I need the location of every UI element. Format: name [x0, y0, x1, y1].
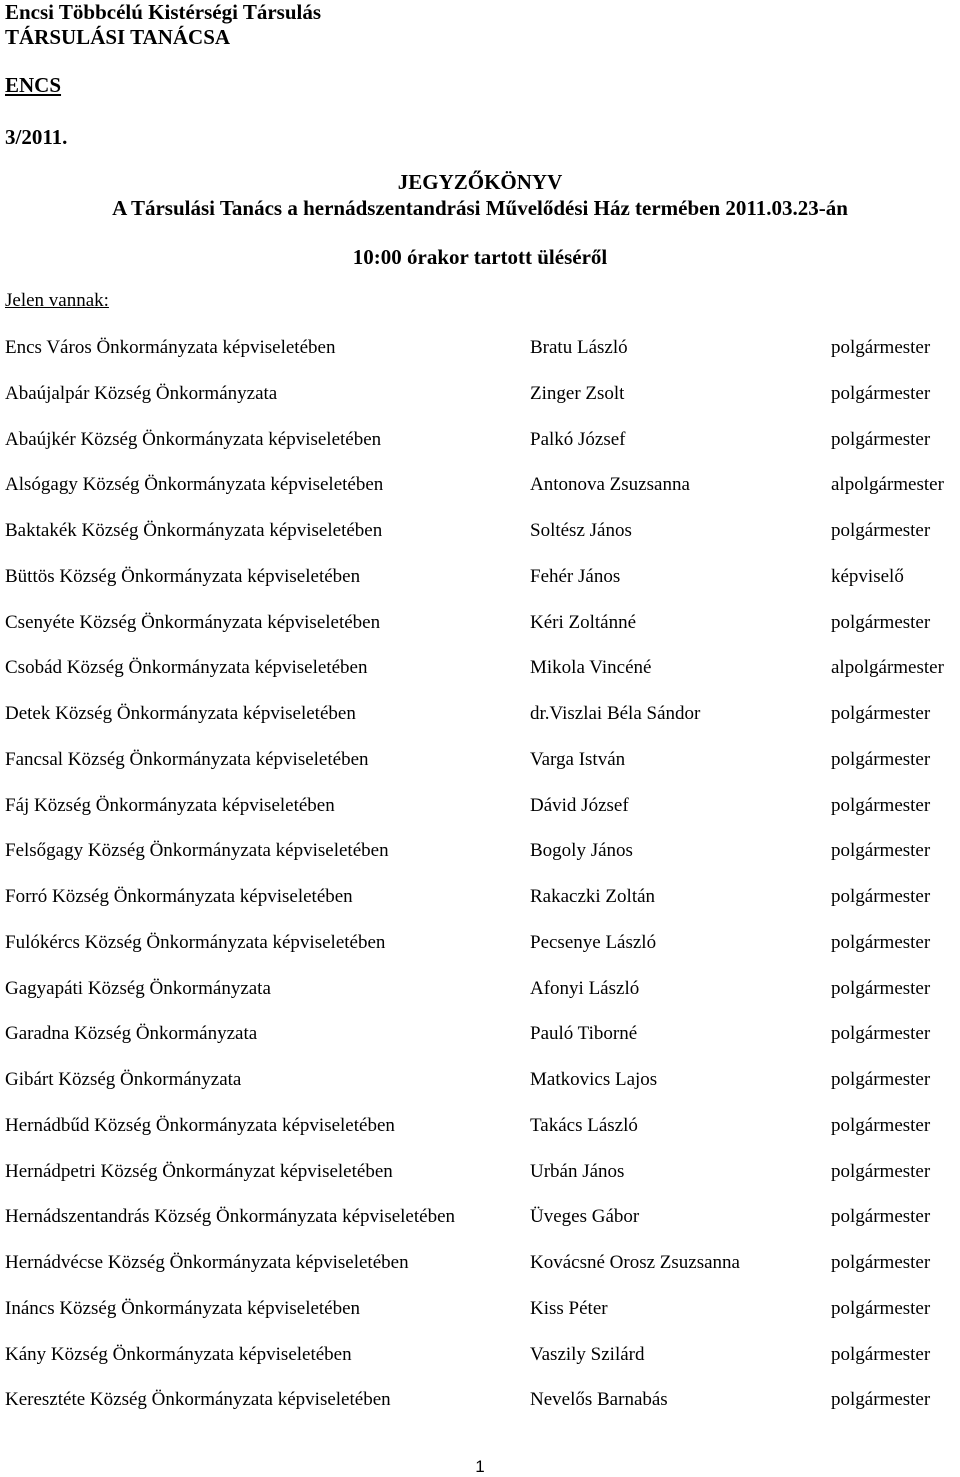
attendee-row — [0, 337, 960, 383]
attendee-role: polgármester — [831, 840, 931, 862]
attendee-row — [0, 474, 960, 520]
attendee-row — [0, 1206, 960, 1252]
attendee-role: képviselő — [831, 565, 904, 587]
attendee-role: polgármester — [831, 1252, 931, 1273]
attendee-organization: Hernádbűd Község Önkormányzata képviseletében — [5, 1114, 395, 1136]
attendee-name: Bogoly János — [530, 840, 633, 862]
attendee-role: polgármester — [831, 886, 931, 907]
attendee-organization: Hernádpetri Község Önkormányzat képviseletében — [5, 1160, 393, 1182]
attendee-row — [0, 1069, 960, 1115]
attendee-role: polgármester — [831, 1114, 931, 1136]
attendee-role: polgármester — [831, 748, 931, 770]
attendee-row — [0, 1298, 960, 1344]
attendee-role: polgármester — [831, 1343, 931, 1365]
meeting-time: 10:00 órakor tartott üléséről — [352, 245, 608, 269]
attendee-list — [0, 337, 960, 1435]
attendee-row — [0, 749, 960, 795]
present-label: Jelen vannak: — [5, 290, 109, 311]
meeting-description: A Társulási Tanács a hernádszentandrási Művelődési Ház termében 2011.03.23-án — [112, 196, 848, 220]
attendee-name: Urbán János — [530, 1160, 625, 1182]
attendee-name: Kovácsné Orosz Zsuzsanna — [530, 1252, 740, 1273]
attendee-organization: Abaújalpár Község Önkormányzata — [5, 382, 278, 404]
page-number: 1 — [475, 1457, 485, 1476]
attendee-row — [0, 886, 960, 932]
attendee-role: polgármester — [831, 611, 931, 633]
attendee-organization: Abaújkér Község Önkormányzata képviseletében — [5, 428, 382, 450]
attendee-row — [0, 1161, 960, 1207]
attendee-row — [0, 703, 960, 749]
attendee-name: Matkovics Lajos — [530, 1069, 658, 1090]
organization-name: Encsi Többcélú Kistérségi Társulás — [5, 0, 322, 24]
attendee-role: polgármester — [831, 1023, 931, 1045]
attendee-organization: Csenyéte Község Önkormányzata képviseletében — [5, 611, 381, 633]
attendee-row — [0, 657, 960, 703]
attendee-row — [0, 978, 960, 1024]
attendee-row — [0, 383, 960, 429]
attendee-name: Afonyi László — [530, 977, 640, 999]
attendee-role: polgármester — [831, 1389, 931, 1411]
attendee-name: dr.Viszlai Béla Sándor — [530, 703, 701, 724]
attendee-name: Rakaczki Zoltán — [530, 886, 656, 907]
attendee-row — [0, 932, 960, 978]
document-number: 3/2011. — [5, 125, 68, 149]
city-name: ENCS — [5, 73, 62, 97]
attendee-name: Bratu László — [530, 337, 628, 358]
attendee-row — [0, 429, 960, 475]
attendee-row — [0, 1023, 960, 1069]
attendee-name: Pauló Tiborné — [530, 1023, 638, 1045]
attendee-role: polgármester — [831, 703, 931, 724]
attendee-name: Dávid József — [530, 794, 629, 816]
attendee-organization: Encs Város Önkormányzata képviseletében — [5, 337, 336, 358]
attendee-name: Takács László — [530, 1114, 638, 1136]
attendee-role: polgármester — [831, 382, 931, 404]
attendee-name: Kéri Zoltánné — [530, 611, 637, 633]
attendee-role: polgármester — [831, 1206, 931, 1228]
attendee-role: polgármester — [831, 337, 931, 358]
attendee-organization: Detek Község Önkormányzata képviseletében — [5, 703, 356, 724]
attendee-organization: Csobád Község Önkormányzata képviseletében — [5, 657, 368, 679]
attendee-role: polgármester — [831, 428, 931, 450]
attendee-name: Soltész János — [530, 520, 632, 541]
attendee-row — [0, 612, 960, 658]
attendee-name: Zinger Zsolt — [530, 382, 625, 404]
attendee-name: Nevelős Barnabás — [530, 1389, 668, 1411]
attendee-organization: Felsőgagy Község Önkormányzata képviseletében — [5, 840, 389, 862]
attendee-organization: Ináncs Község Önkormányzata képviseletében — [5, 1297, 361, 1319]
attendee-row — [0, 1344, 960, 1390]
attendee-row — [0, 566, 960, 612]
attendee-name: Kiss Péter — [530, 1297, 608, 1319]
attendee-name: Antonova Zsuzsanna — [530, 474, 690, 496]
attendee-row — [0, 795, 960, 841]
attendee-name: Fehér János — [530, 565, 621, 587]
attendee-organization: Keresztéte Község Önkormányzata képviseletében — [5, 1389, 391, 1411]
attendee-organization: Alsógagy Község Önkormányzata képviseletében — [5, 474, 384, 496]
attendee-name: Mikola Vincéné — [530, 657, 652, 679]
attendee-name: Palkó József — [530, 428, 626, 450]
attendee-row — [0, 1115, 960, 1161]
attendee-name: Pecsenye László — [530, 931, 657, 953]
attendee-name: Vaszily Szilárd — [530, 1343, 645, 1365]
attendee-row — [0, 1389, 960, 1435]
attendee-row — [0, 520, 960, 566]
attendee-organization: Garadna Község Önkormányzata — [5, 1023, 258, 1045]
attendee-organization: Gagyapáti Község Önkormányzata — [5, 977, 271, 999]
attendee-role: polgármester — [831, 1069, 931, 1090]
attendee-organization: Fancsal Község Önkormányzata képviseletében — [5, 748, 369, 770]
attendee-row — [0, 840, 960, 886]
attendee-organization: Kány Község Önkormányzata képviseletében — [5, 1343, 352, 1365]
attendee-organization: Baktakék Község Önkormányzata képviseletében — [5, 520, 383, 541]
attendee-role: polgármester — [831, 931, 931, 953]
attendee-role: alpolgármester — [831, 657, 944, 679]
attendee-organization: Büttös Község Önkormányzata képviseletében — [5, 565, 361, 587]
attendee-role: polgármester — [831, 1297, 931, 1319]
attendee-organization: Gibárt Község Önkormányzata — [5, 1069, 242, 1090]
attendee-organization: Fulókércs Község Önkormányzata képviseletében — [5, 931, 386, 953]
attendee-organization: Hernádvécse Község Önkormányzata képviseletében — [5, 1252, 409, 1273]
attendee-name: Üveges Gábor — [530, 1206, 640, 1228]
attendee-row — [0, 1252, 960, 1298]
attendee-organization: Hernádszentandrás Község Önkormányzata képviseletében — [5, 1206, 456, 1228]
attendee-role: polgármester — [831, 520, 931, 541]
attendee-organization: Forró Község Önkormányzata képviseletében — [5, 886, 353, 907]
attendee-role: alpolgármester — [831, 474, 944, 496]
attendee-role: polgármester — [831, 1160, 931, 1182]
attendee-name: Varga István — [530, 748, 626, 770]
document-title: JEGYZŐKÖNYV — [397, 170, 563, 194]
attendee-role: polgármester — [831, 794, 931, 816]
council-name: TÁRSULÁSI TANÁCSA — [5, 25, 231, 49]
attendee-role: polgármester — [831, 977, 931, 999]
attendee-organization: Fáj Község Önkormányzata képviseletében — [5, 794, 335, 816]
